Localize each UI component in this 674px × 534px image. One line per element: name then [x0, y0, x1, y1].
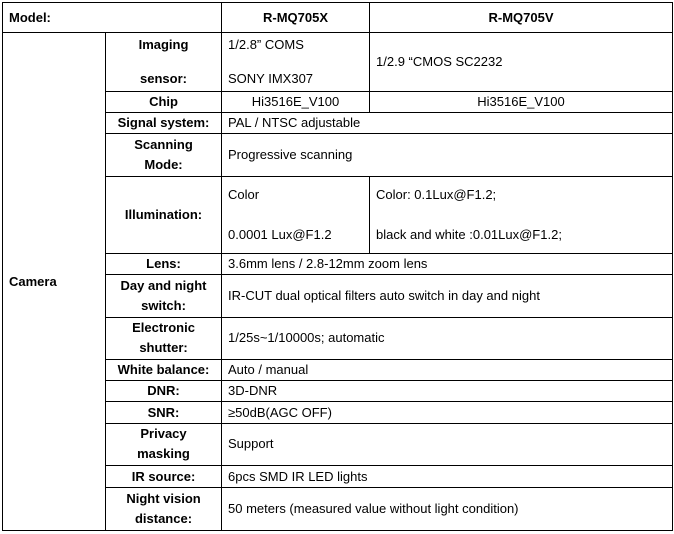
scanning-label: [106, 134, 222, 176]
chip-v: Hi3516E_V100: [370, 92, 673, 113]
illumination-label: Illumination:: [106, 176, 222, 253]
shutter-label: [106, 317, 222, 359]
night-vision-label: [106, 488, 222, 531]
category-camera: Camera: [3, 33, 106, 531]
shutter-label-line1: Electronic: [132, 320, 195, 336]
chip-x: Hi3516E_V100: [222, 92, 370, 113]
illumination-v-line2: black and white :0.01Lux@F1.2;: [376, 226, 562, 242]
day-night-label-line2: switch:: [141, 297, 186, 313]
illumination-v-line1: Color: 0.1Lux@F1.2;: [376, 186, 497, 202]
privacy-value: Support: [222, 423, 673, 465]
illumination-v: [370, 176, 673, 253]
imaging-x-line1: 1/2.8” COMS: [228, 37, 304, 53]
imaging-sensor-x: [222, 33, 370, 92]
night-vision-value: 50 meters (measured value without light condition): [222, 488, 673, 531]
lens-label: Lens:: [106, 253, 222, 274]
model-v-header: R-MQ705V: [370, 3, 673, 33]
ir-source-value: 6pcs SMD IR LED lights: [222, 466, 673, 488]
model-label: Model:: [3, 3, 222, 33]
chip-label: Chip: [106, 92, 222, 113]
day-night-value: IR-CUT dual optical filters auto switch in day and night: [222, 275, 673, 317]
white-balance-label: White balance:: [106, 359, 222, 380]
header-row: [3, 3, 673, 33]
row-imaging-sensor: [3, 33, 673, 92]
imaging-x-line2: SONY IMX307: [228, 71, 314, 87]
snr-value: ≥50dB(AGC OFF): [222, 402, 673, 423]
imaging-label-line1: Imaging: [138, 37, 189, 53]
dnr-label: DNR:: [106, 381, 222, 402]
night-vision-label-line1: Night vision: [126, 491, 201, 507]
model-x-header: R-MQ705X: [222, 3, 370, 33]
scanning-label-line2: Mode:: [144, 157, 183, 173]
signal-value: PAL / NTSC adjustable: [222, 113, 673, 134]
privacy-label-line1: Privacy: [140, 426, 187, 442]
day-night-label: [106, 275, 222, 317]
imaging-label-line2: sensor:: [140, 71, 187, 87]
shutter-value: 1/25s~1/10000s; automatic: [222, 317, 673, 359]
illumination-x-line2: 0.0001 Lux@F1.2: [228, 226, 332, 242]
signal-label: Signal system:: [106, 113, 222, 134]
illumination-x: [222, 176, 370, 253]
shutter-label-line2: shutter:: [139, 340, 188, 356]
snr-label: SNR:: [106, 402, 222, 423]
day-night-label-line1: Day and night: [120, 277, 207, 293]
scanning-label-line1: Scanning: [134, 137, 193, 153]
privacy-label-line2: masking: [137, 446, 190, 462]
imaging-sensor-v: 1/2.9 “CMOS SC2232: [370, 33, 673, 92]
dnr-value: 3D-DNR: [222, 381, 673, 402]
imaging-sensor-label: [106, 33, 222, 92]
privacy-label: [106, 423, 222, 465]
lens-value: 3.6mm lens / 2.8-12mm zoom lens: [222, 253, 673, 274]
white-balance-value: Auto / manual: [222, 359, 673, 380]
illumination-x-line1: Color: [228, 186, 260, 202]
ir-source-label: IR source:: [106, 466, 222, 488]
scanning-value: Progressive scanning: [222, 134, 673, 176]
night-vision-label-line2: distance:: [134, 511, 193, 527]
spec-table: [2, 2, 673, 531]
